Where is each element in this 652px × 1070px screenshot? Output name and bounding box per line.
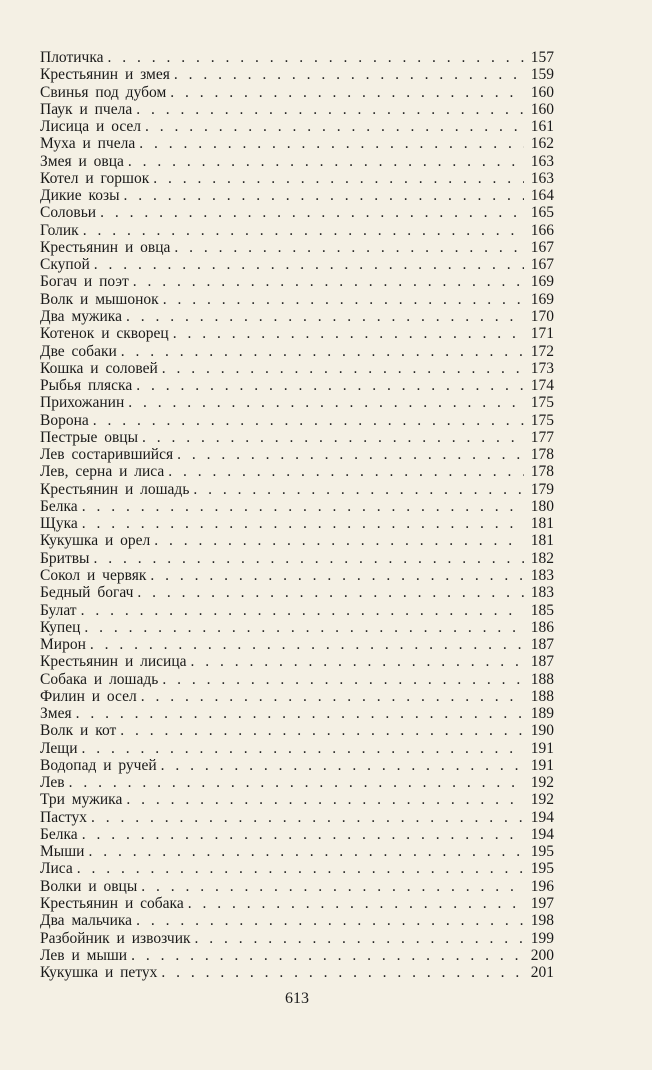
- dot-leader: [123, 187, 524, 204]
- toc-entry: [40, 930, 554, 947]
- dot-leader: [108, 49, 524, 66]
- entry-title: Лисица и осел: [40, 118, 142, 136]
- entry-page: 194: [530, 808, 554, 826]
- entry-title: Водопад и ручей: [40, 756, 157, 774]
- toc-entry: [40, 498, 554, 515]
- dot-leader: [173, 325, 524, 342]
- entry-title: Рыбья пляска: [40, 377, 133, 395]
- entry-title: Белка: [40, 825, 78, 843]
- entry-title: Лев состарившийся: [40, 446, 174, 464]
- entry-title: Котенок и скворец: [40, 325, 169, 343]
- toc-entry: [40, 101, 554, 118]
- entry-page: 197: [530, 895, 554, 913]
- entry-page: 174: [530, 377, 554, 395]
- toc-entry: [40, 343, 554, 360]
- entry-title: Богач и поэт: [40, 273, 129, 291]
- toc-entry: [40, 757, 554, 774]
- entry-title: Щука: [40, 515, 78, 533]
- entry-title: Плотичка: [40, 49, 104, 66]
- entry-page: 164: [530, 187, 554, 205]
- dot-leader: [83, 222, 524, 239]
- entry-page: 162: [530, 135, 554, 153]
- dot-leader: [136, 377, 524, 394]
- entry-page: 188: [530, 687, 554, 705]
- toc-entry: [40, 135, 554, 152]
- toc-entry: [40, 860, 554, 877]
- toc-entry: [40, 826, 554, 843]
- toc-entry: [40, 567, 554, 584]
- dot-leader: [174, 239, 524, 256]
- dot-leader: [136, 912, 524, 929]
- table-of-contents: [40, 49, 554, 981]
- entry-page: 163: [530, 169, 554, 187]
- entry-page: 185: [530, 601, 554, 619]
- dot-leader: [93, 550, 524, 567]
- dot-leader: [121, 343, 524, 360]
- entry-title: Крестьянин и собака: [40, 895, 184, 913]
- toc-entry: [40, 325, 554, 342]
- entry-title: Котел и горшок: [40, 169, 150, 187]
- dot-leader: [177, 446, 524, 463]
- dot-leader: [136, 101, 524, 118]
- entry-page: 198: [530, 912, 554, 930]
- dot-leader: [188, 895, 524, 912]
- entry-page: 187: [530, 636, 554, 654]
- toc-entry: [40, 84, 554, 101]
- toc-entry: [40, 671, 554, 688]
- dot-leader: [82, 740, 524, 757]
- entry-page: 191: [530, 739, 554, 757]
- entry-page: 188: [530, 670, 554, 688]
- dot-leader: [191, 653, 524, 670]
- entry-title: Соловьи: [40, 204, 97, 222]
- toc-entry: [40, 170, 554, 187]
- dot-leader: [133, 273, 524, 290]
- entry-title: Свинья под дубом: [40, 83, 167, 101]
- entry-title: Белка: [40, 497, 78, 515]
- entry-title: Паук и пчела: [40, 100, 133, 118]
- entry-page: 192: [530, 791, 554, 809]
- entry-page: 163: [530, 152, 554, 170]
- entry-page: 199: [530, 929, 554, 947]
- entry-page: 169: [530, 290, 554, 308]
- toc-entry: [40, 153, 554, 170]
- page-number: 613: [285, 990, 309, 1007]
- toc-entry: [40, 412, 554, 429]
- toc-entry: [40, 118, 554, 135]
- entry-title: Дикие козы: [40, 187, 120, 205]
- toc-entry: [40, 964, 554, 981]
- entry-page: 171: [530, 325, 554, 343]
- entry-page: 177: [530, 428, 554, 446]
- entry-title: Филин и осел: [40, 687, 137, 705]
- dot-leader: [128, 394, 524, 411]
- entry-page: 160: [530, 83, 554, 101]
- entry-title: Булат: [40, 601, 77, 619]
- entry-title: Две собаки: [40, 342, 117, 360]
- entry-title: Крестьянин и овца: [40, 238, 171, 256]
- entry-page: 195: [530, 860, 554, 878]
- toc-entry: [40, 187, 554, 204]
- entry-page: 167: [530, 238, 554, 256]
- entry-title: Пестрые овцы: [40, 428, 138, 446]
- entry-page: 170: [530, 307, 554, 325]
- dot-leader: [81, 602, 524, 619]
- entry-page: 191: [530, 756, 554, 774]
- entry-title: Лиса: [40, 860, 73, 878]
- entry-page: 179: [530, 480, 554, 498]
- toc-entry: [40, 377, 554, 394]
- entry-page: 186: [530, 618, 554, 636]
- dot-leader: [94, 256, 524, 273]
- dot-leader: [141, 688, 524, 705]
- dot-leader: [82, 498, 524, 515]
- entry-title: Крестьянин и змея: [40, 66, 170, 84]
- dot-leader: [168, 463, 524, 480]
- entry-title: Голик: [40, 221, 79, 239]
- dot-leader: [84, 619, 524, 636]
- dot-leader: [161, 757, 524, 774]
- entry-page: 194: [530, 825, 554, 843]
- toc-entry: [40, 602, 554, 619]
- entry-title: Лев: [40, 774, 65, 792]
- entry-page: 165: [530, 204, 554, 222]
- toc-entry: [40, 360, 554, 377]
- entry-title: Разбойник и извозчик: [40, 929, 191, 947]
- entry-title: Бедный богач: [40, 584, 134, 602]
- toc-entry: [40, 256, 554, 273]
- toc-entry: [40, 653, 554, 670]
- toc-entry: [40, 947, 554, 964]
- dot-leader: [161, 964, 524, 981]
- toc-entry: [40, 895, 554, 912]
- dot-leader: [139, 135, 524, 152]
- dot-leader: [137, 584, 524, 601]
- entry-title: Лев и мыши: [40, 946, 128, 964]
- dot-leader: [128, 153, 524, 170]
- entry-page: 181: [530, 532, 554, 550]
- entry-title: Змея: [40, 705, 72, 723]
- entry-title: Два мальчика: [40, 912, 133, 930]
- dot-leader: [90, 636, 524, 653]
- dot-leader: [154, 532, 524, 549]
- entry-title: Ворона: [40, 411, 89, 429]
- dot-leader: [120, 722, 524, 739]
- entry-page: 178: [530, 463, 554, 481]
- entry-page: 175: [530, 411, 554, 429]
- entry-title: Крестьянин и лошадь: [40, 480, 190, 498]
- toc-entry: [40, 532, 554, 549]
- entry-title: Лев, серна и лиса: [40, 463, 165, 481]
- toc-entry: [40, 619, 554, 636]
- dot-leader: [126, 308, 524, 325]
- entry-page: 195: [530, 843, 554, 861]
- dot-leader: [141, 878, 524, 895]
- toc-entry: [40, 688, 554, 705]
- entry-page: 196: [530, 877, 554, 895]
- entry-page: 167: [530, 256, 554, 274]
- dot-leader: [153, 170, 524, 187]
- toc-entry: [40, 222, 554, 239]
- toc-entry: [40, 446, 554, 463]
- entry-page: 183: [530, 566, 554, 584]
- dot-leader: [69, 774, 524, 791]
- entry-page: 201: [530, 964, 554, 982]
- entry-page: 183: [530, 584, 554, 602]
- entry-page: 200: [530, 946, 554, 964]
- dot-leader: [195, 930, 524, 947]
- toc-entry: [40, 740, 554, 757]
- dot-leader: [131, 947, 524, 964]
- entry-page: 180: [530, 497, 554, 515]
- entry-title: Змея и овца: [40, 152, 124, 170]
- dot-leader: [82, 515, 524, 532]
- entry-page: 161: [530, 118, 554, 136]
- toc-entry: [40, 843, 554, 860]
- toc-entry: [40, 49, 554, 66]
- entry-title: Собака и лошадь: [40, 670, 159, 688]
- toc-entry: [40, 463, 554, 480]
- entry-title: Два мужика: [40, 307, 122, 325]
- entry-title: Волк и кот: [40, 722, 117, 740]
- entry-title: Лещи: [40, 739, 78, 757]
- toc-entry: [40, 636, 554, 653]
- toc-entry: [40, 809, 554, 826]
- entry-title: Мыши: [40, 843, 85, 861]
- entry-title: Кукушка и петух: [40, 964, 158, 982]
- entry-title: Бритвы: [40, 549, 90, 567]
- toc-entry: [40, 394, 554, 411]
- dot-leader: [150, 567, 524, 584]
- entry-title: Волки и овцы: [40, 877, 138, 895]
- dot-leader: [142, 429, 524, 446]
- toc-entry: [40, 291, 554, 308]
- entry-page: 172: [530, 342, 554, 360]
- entry-title: Скупой: [40, 256, 90, 274]
- entry-page: 157: [530, 49, 554, 66]
- toc-entry: [40, 66, 554, 83]
- entry-title: Сокол и червяк: [40, 566, 147, 584]
- entry-title: Кошка и соловей: [40, 359, 158, 377]
- entry-title: Волк и мышонок: [40, 290, 159, 308]
- dot-leader: [76, 705, 524, 722]
- entry-title: Пастух: [40, 808, 88, 826]
- entry-page: 181: [530, 515, 554, 533]
- dot-leader: [162, 671, 524, 688]
- toc-entry: [40, 584, 554, 601]
- toc-entry: [40, 912, 554, 929]
- entry-page: 159: [530, 66, 554, 84]
- toc-entry: [40, 774, 554, 791]
- dot-leader: [77, 860, 524, 877]
- entry-title: Купец: [40, 618, 81, 636]
- dot-leader: [162, 360, 524, 377]
- toc-entry: [40, 204, 554, 221]
- entry-title: Три мужика: [40, 791, 123, 809]
- dot-leader: [145, 118, 524, 135]
- entry-title: Прихожанин: [40, 394, 125, 412]
- entry-title: Крестьянин и лисица: [40, 653, 187, 671]
- entry-page: 169: [530, 273, 554, 291]
- dot-leader: [82, 826, 524, 843]
- entry-page: 173: [530, 359, 554, 377]
- toc-entry: [40, 722, 554, 739]
- dot-leader: [163, 291, 524, 308]
- entry-page: 175: [530, 394, 554, 412]
- entry-page: 178: [530, 446, 554, 464]
- toc-entry: [40, 550, 554, 567]
- entry-page: 160: [530, 100, 554, 118]
- toc-entry: [40, 239, 554, 256]
- entry-page: 187: [530, 653, 554, 671]
- dot-leader: [93, 412, 524, 429]
- toc-entry: [40, 481, 554, 498]
- toc-entry: [40, 273, 554, 290]
- dot-leader: [88, 843, 524, 860]
- dot-leader: [126, 791, 524, 808]
- entry-title: Кукушка и орел: [40, 532, 151, 550]
- toc-entry: [40, 705, 554, 722]
- entry-page: 190: [530, 722, 554, 740]
- dot-leader: [193, 481, 524, 498]
- entry-page: 192: [530, 774, 554, 792]
- dot-leader: [170, 84, 524, 101]
- toc-entry: [40, 429, 554, 446]
- toc-entry: [40, 515, 554, 532]
- dot-leader: [174, 66, 524, 83]
- dot-leader: [91, 809, 524, 826]
- dot-leader: [100, 204, 524, 221]
- toc-entry: [40, 308, 554, 325]
- entry-title: Муха и пчела: [40, 135, 136, 153]
- entry-page: 182: [530, 549, 554, 567]
- entry-page: 189: [530, 705, 554, 723]
- toc-entry: [40, 791, 554, 808]
- entry-title: Мирон: [40, 636, 86, 654]
- entry-page: 166: [530, 221, 554, 239]
- toc-entry: [40, 878, 554, 895]
